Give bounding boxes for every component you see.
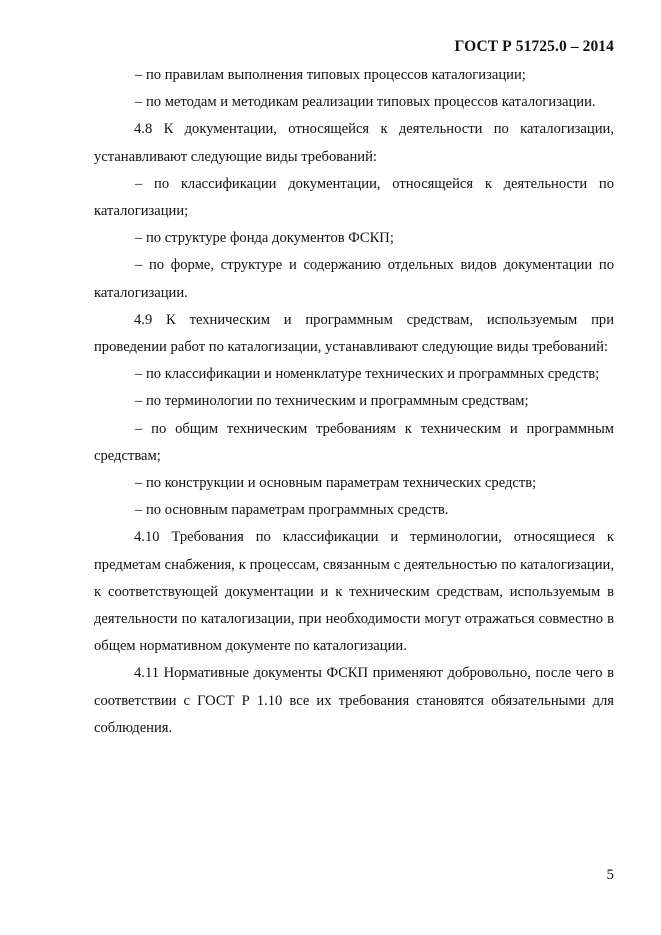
document-body [94,62,614,742]
page-number: 5 [606,867,614,883]
document-code-header: ГОСТ Р 51725.0 – 2014 [454,38,614,55]
list-item: – по общим техническим требованиям к техническим и программным средствам; [94,420,614,464]
list-item: – по классификации и номенклатуре технических и программных средств; [135,366,600,383]
clause-4-11: 4.11 Нормативные документы ФСКП применяют добровольно, после чего в соответствии с ГОСТ Р 1.10 все их требования становятся обязательными для соблюдения. [94,665,614,736]
list-item: – по форме, структуре и содержанию отдельных видов документации по каталогизации. [94,257,614,301]
list-item: – по терминологии по техническим и программным средствам; [135,393,529,410]
clause-4-8: 4.8 К документации, относящейся к деятельности по каталогизации, устанавливают следующие виды требований: [94,121,614,165]
list-item: – по конструкции и основным параметрам технических средств; [135,475,537,492]
clause-4-9: 4.9 К техническим и программным средствам, используемым при проведении работ по каталогизации, устанавливают следующие виды требований: [94,311,614,356]
list-item: – по правилам выполнения типовых процессов каталогизации; [135,67,526,83]
list-item: – по классификации документации, относящейся к деятельности по каталогизации; [94,175,614,220]
list-item: – по основным параметрам программных средств. [135,502,449,519]
list-item: – по структуре фонда документов ФСКП; [135,230,394,247]
list-item: – по методам и методикам реализации типовых процессов каталогизации. [135,94,596,111]
clause-4-10: 4.10 Требования по классификации и терминологии, относящиеся к предметам снабжения, к процессам, связанным с деятельностью по каталогизации, к соответствующей документации и к техническим средствам, используемым в деятельности по каталогизации, при необходимости могут отражаться совместно в общем нормативном документе по каталогизации. [94,529,614,655]
